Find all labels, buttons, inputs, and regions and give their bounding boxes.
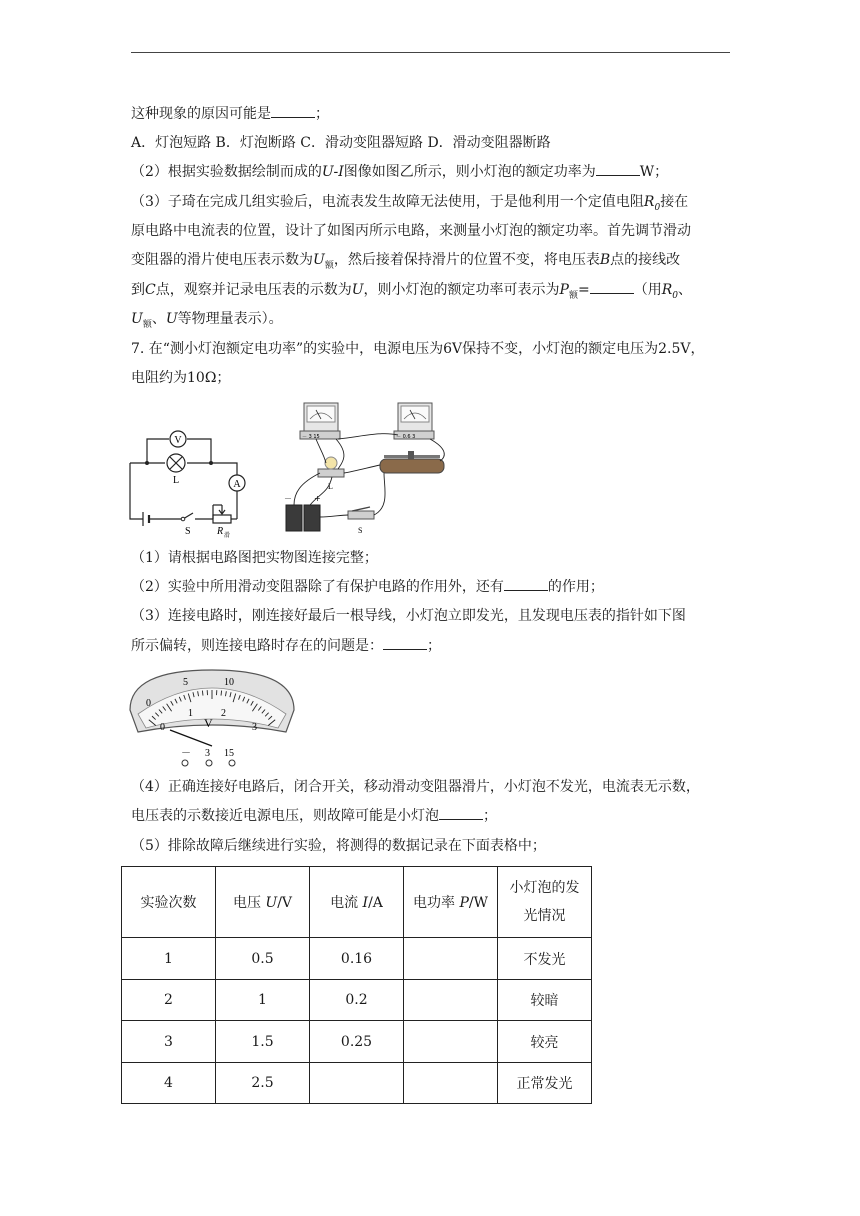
- unit-label: V: [204, 716, 213, 730]
- var-c: C: [145, 282, 156, 298]
- var-u: U: [351, 282, 364, 298]
- header-unit: /V: [277, 895, 293, 911]
- ammeter-terminals: － 0.6 3: [396, 434, 416, 440]
- table-header-row: [122, 867, 592, 938]
- text: （3）子琦在完成几组实验后，电流表发生故障无法使用，于是他利用一个定值电阻: [131, 194, 644, 210]
- var-u: U: [165, 311, 178, 327]
- q6-p2-text: （2）根据实验数据绘制而成的: [131, 164, 322, 180]
- dial-tick: [202, 691, 203, 696]
- text: ，然后接着保持滑片的位置不变，将电压表: [333, 252, 600, 268]
- cell-power[interactable]: [404, 938, 498, 980]
- q7-sub1: （1）请根据电路图把实物图连接完整；: [131, 550, 378, 566]
- cell-voltage: 2.5: [216, 1063, 310, 1104]
- text: 变阻器的滑片使电压表示数为: [131, 252, 313, 268]
- answer-blank[interactable]: [383, 635, 427, 650]
- var-sub: 额: [568, 290, 578, 301]
- dial-needle: [170, 730, 212, 746]
- ammeter-label: A: [233, 479, 241, 490]
- q6-part2: [131, 158, 741, 186]
- header-text: 电压: [232, 895, 266, 911]
- cell-trial: 4: [122, 1063, 216, 1104]
- answer-blank[interactable]: [590, 279, 634, 294]
- cell-current: 0.2: [310, 980, 404, 1021]
- tick-bottom-3: 3: [252, 722, 257, 733]
- answer-blank[interactable]: [439, 805, 483, 820]
- apparatus-illustration: [280, 397, 460, 542]
- text: 所示偏转，则连接电路时存在的问题是：: [131, 638, 383, 654]
- terminal-minus-label: －: [181, 748, 191, 759]
- header-unit: /A: [368, 895, 383, 911]
- cell-power[interactable]: [404, 1021, 498, 1063]
- voltmeter-label: V: [174, 435, 182, 446]
- cell-brightness: 不发光: [498, 938, 592, 980]
- ui-label: U-I: [321, 164, 344, 180]
- table-row: [122, 1063, 592, 1104]
- text: 到: [131, 282, 145, 298]
- text: 电压表的示数接近电源电压，则故障可能是小灯泡: [131, 808, 439, 824]
- cell-brightness: 较暗: [498, 980, 592, 1021]
- tick-top-10: 10: [224, 677, 234, 688]
- text: 、: [151, 311, 166, 327]
- answer-blank[interactable]: [596, 161, 640, 176]
- header-voltage: [216, 867, 310, 938]
- voltmeter-terminals: － 3 15: [302, 434, 320, 440]
- q7-sub4-line2: [131, 802, 741, 830]
- q6-part3-line5: [131, 305, 741, 339]
- q7-sub3-line2: [131, 632, 741, 660]
- text: 的作用；: [547, 579, 604, 595]
- header-trial: [122, 867, 216, 938]
- text: 点的接线改: [610, 252, 681, 268]
- q7-sub3-line1: （3）连接电路时，刚连接好最后一根导线，小灯泡立即发光，且发现电压表的指针如下图: [131, 608, 686, 624]
- rheostat-label: R: [217, 526, 224, 537]
- var-u: U: [313, 252, 325, 268]
- q7-sub5: （5）排除故障后继续进行实验，将测得的数据记录在下面表格中；: [131, 838, 546, 854]
- header-text: 实验次数: [140, 895, 197, 911]
- cell-trial: 2: [122, 980, 216, 1021]
- dial-tick: [221, 691, 222, 696]
- terminal-15: [229, 760, 235, 766]
- var-p: P: [559, 282, 569, 298]
- var-sub: 额: [142, 319, 152, 330]
- tick-top-5: 5: [183, 677, 188, 688]
- q6-part3-line3: [131, 246, 741, 280]
- cell-trial: 1: [122, 938, 216, 980]
- cell-current: 0.16: [310, 938, 404, 980]
- cell-voltage: 0.5: [216, 938, 310, 980]
- cell-voltage: 1.5: [216, 1021, 310, 1063]
- text: （用: [633, 282, 662, 298]
- switch-label: S: [185, 526, 191, 537]
- header-var: U: [265, 895, 278, 911]
- table-row: [122, 980, 592, 1021]
- cell-brightness: 正常发光: [498, 1063, 592, 1104]
- answer-blank[interactable]: [504, 576, 548, 591]
- text: =: [577, 282, 590, 298]
- terminal-minus: [182, 760, 188, 766]
- var-sub: 额: [324, 260, 334, 271]
- var-r: R: [643, 194, 655, 210]
- q6-p2-mid: 图像如图乙所示，则小灯泡的额定功率为: [343, 164, 596, 180]
- header-text: 电功率: [413, 895, 460, 911]
- tick-bottom-0: 0: [160, 722, 165, 733]
- rheostat-sub: 滑: [224, 532, 231, 539]
- cell-trial: 3: [122, 1021, 216, 1063]
- header-rule: [131, 52, 730, 53]
- var-sub: 0: [654, 202, 661, 213]
- header-brightness: [498, 867, 592, 938]
- lamp-label: L: [173, 475, 180, 486]
- answer-blank[interactable]: [271, 103, 315, 118]
- punct: ；: [315, 106, 329, 122]
- header-var: I: [362, 895, 369, 911]
- cell-brightness: 较亮: [498, 1021, 592, 1063]
- text: ，则小灯泡的额定功率可表示为: [363, 282, 560, 298]
- text: 等物理量表示）。: [177, 311, 283, 327]
- cell-voltage: 1: [216, 980, 310, 1021]
- battery-plus: +: [314, 494, 321, 503]
- cell-current: 0.25: [310, 1021, 404, 1063]
- q6-part3-line2: 原电路中电流表的位置，设计了如图丙所示电路，来测量小灯泡的额定功率。首先调节滑动: [131, 223, 691, 239]
- text: （2）实验中所用滑动变阻器除了有保护电路的作用外，还有: [131, 579, 504, 595]
- cell-current[interactable]: [310, 1063, 404, 1104]
- var-sub: 0: [672, 290, 678, 301]
- q7-sub2: [131, 573, 741, 601]
- text: ；: [483, 808, 497, 824]
- header-unit: /W: [468, 895, 488, 911]
- var-b: B: [599, 252, 611, 268]
- terminal-3: [206, 760, 212, 766]
- q6-line-cause: [131, 100, 741, 128]
- q7-stem-line2: 电阻约为10Ω；: [131, 370, 231, 386]
- header-text: 电流: [330, 895, 363, 911]
- table-row: [122, 1021, 592, 1063]
- header-power: [404, 867, 498, 938]
- switch-apparatus-label: S: [358, 526, 363, 535]
- tick-bottom-1: 1: [188, 708, 193, 719]
- text: 点，观察并记录电压表的示数为: [155, 282, 352, 298]
- text: ；: [427, 638, 441, 654]
- cell-power[interactable]: [404, 980, 498, 1021]
- header-current: [310, 867, 404, 938]
- terminal-3-label: 3: [205, 748, 210, 759]
- q6-cause-text: 这种现象的原因可能是: [131, 106, 271, 122]
- tick-top-0: 0: [146, 698, 151, 709]
- q7-stem-line1: 7. 在“测小灯泡额定电功率”的实验中，电源电压为6V保持不变，小灯泡的额定电压为2.5V，: [131, 341, 705, 357]
- voltmeter-dial: [126, 662, 298, 770]
- cell-power[interactable]: [404, 1063, 498, 1104]
- text: 接在: [660, 194, 689, 210]
- header-text: 光情况: [523, 908, 566, 924]
- var-r: R: [661, 282, 673, 298]
- terminal-15-label: 15: [224, 748, 234, 759]
- q6-options: A．灯泡短路 B．灯泡断路 C．滑动变阻器短路 D．滑动变阻器断路: [131, 135, 551, 151]
- header-var: P: [459, 895, 469, 911]
- lamp-apparatus-label: L: [328, 482, 333, 491]
- var-u: U: [131, 311, 143, 327]
- battery-minus: －: [284, 494, 292, 503]
- table-row: [122, 938, 592, 980]
- circuit-diagram: [125, 425, 250, 540]
- data-table: [121, 866, 592, 1104]
- text: 、: [677, 282, 692, 298]
- header-text: 小灯泡的发: [509, 880, 580, 896]
- tick-bottom-2: 2: [221, 708, 226, 719]
- q6-p2-end: W；: [639, 164, 669, 180]
- q7-sub4-line1: （4）正确连接好电路后，闭合开关，移动滑动变阻器滑片，小灯泡不发光，电流表无示数，: [131, 779, 700, 795]
